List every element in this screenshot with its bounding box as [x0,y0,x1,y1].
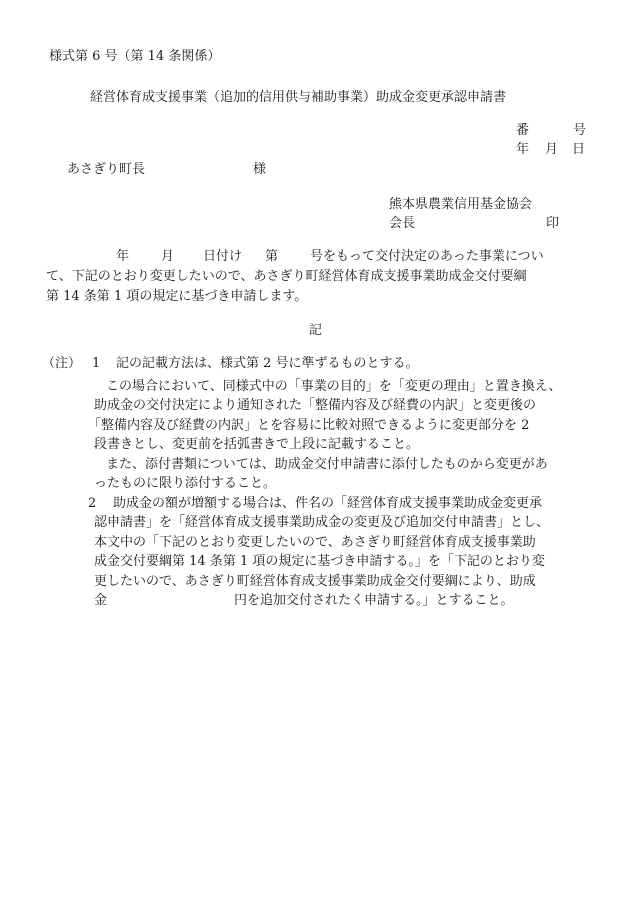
note-item-1-line: 記の記載方法は、様式第 2 号に準ずるものとする。 [116,356,419,371]
note-item-2-line: 本文中の「下記のとおり変更したいので、あさぎり町経営体育成支援事業助 [94,535,536,550]
body-month: 月 [161,249,175,264]
note-item-2-line: 助成金の額が増額する場合は、件名の「経営体育成支援事業助成金変更承 [113,496,543,511]
body-line-3: 第 14 条第 1 項の規定に基づき申請します。 [46,289,308,304]
document-title: 経営体育成支援事業（追加的信用供与補助事業）助成金変更承認申請書 [90,90,507,105]
body-dai: 第 [265,249,279,264]
ki-heading: 記 [309,323,323,338]
note-item-1-line: ったものに限り添付すること。 [94,476,277,491]
note-item-2-last-suffix: 円を追加交付されたく申請する。」とすること。 [234,593,514,608]
day-label: 日 [572,142,586,157]
number-label: 番 [516,123,530,138]
body-date: 日付け [203,249,243,264]
applicant-role: 会長 [389,216,416,231]
note-item-1-line: また、添付書類については、助成金交付申請書に添付したものから変更があ [106,457,548,472]
applicant-organization: 熊本県農業信用基金協会 [389,197,533,212]
note-item-2-line: 認申請書」を「経営体育成支援事業助成金の変更及び追加交付申請書」とし、 [94,515,550,530]
note-item-2-line: 成金交付要綱第 14 条第 1 項の規定に基づき申請する。」を「下記のとおり変 [94,554,545,569]
form-number: 様式第 6 号（第 14 条関係） [49,49,221,64]
note-item-2-number: 2 [88,496,97,511]
go-label: 号 [573,123,587,138]
note-item-2-last-prefix: 金 [94,593,108,608]
year-label: 年 [516,142,530,157]
note-item-1-number: 1 [92,356,101,371]
note-item-2-line: 更したいので、あさぎり町経営体育成支援事業助成金交付要綱により、助成 [94,574,536,589]
notes-label: （注） [42,356,82,371]
seal-mark: 印 [546,216,560,231]
body-year: 年 [116,249,130,264]
note-item-1-line: この場合において、同様式中の「事業の目的」を「変更の理由」と置き換え、 [106,379,562,394]
note-item-1-line: 「整備内容及び経費の内訳」とを容易に比較対照できるように変更部分を 2 [88,418,530,433]
month-label: 月 [545,142,559,157]
note-item-1-line: 助成金の交付決定により通知された「整備内容及び経費の内訳」と変更後の [94,398,537,413]
note-item-1-line: 段書きとし、変更前を括弧書きで上段に記載すること。 [94,437,420,452]
addressee-honorific: 様 [253,162,267,177]
body-line-2: て、下記のとおり変更したいので、あさぎり町経営体育成支援事業助成金交付要綱 [46,269,527,284]
body-go-text: 号をもって交付決定のあった事業につい [310,249,544,264]
addressee-name: あさぎり町長 [67,162,146,177]
